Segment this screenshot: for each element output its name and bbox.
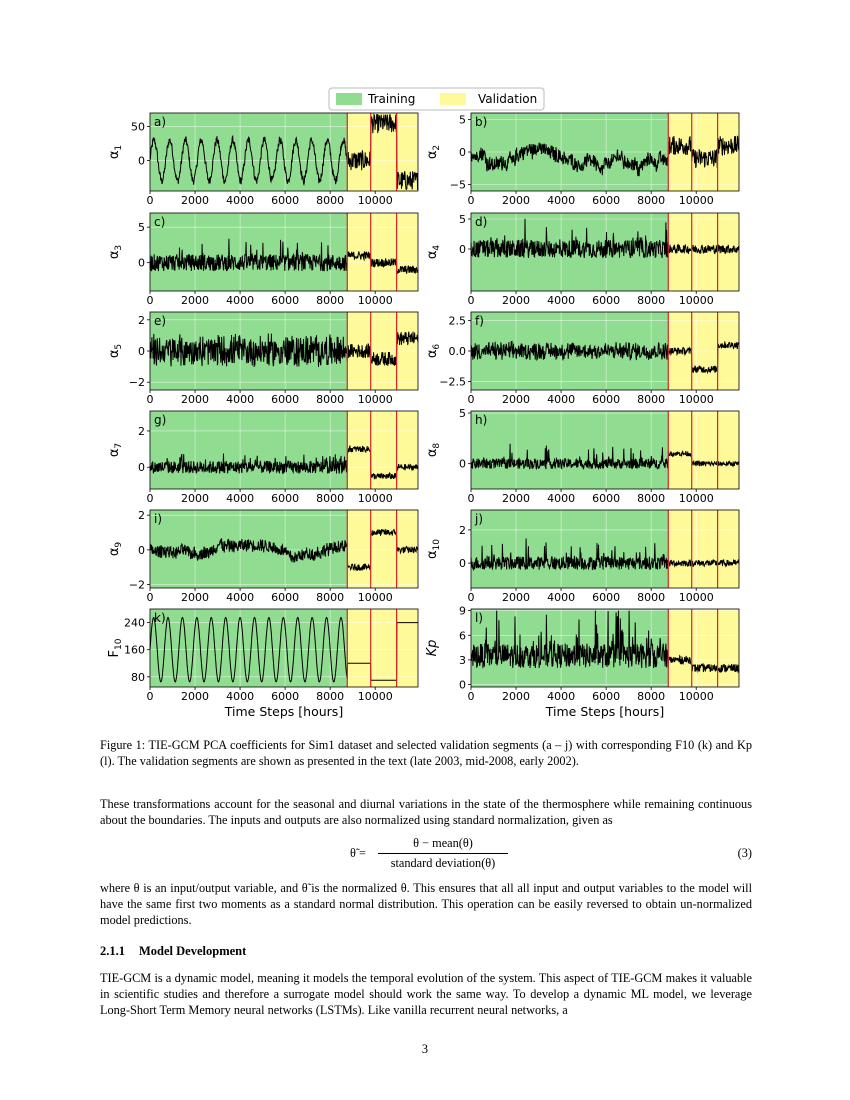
y-tick-label: 6 bbox=[459, 629, 466, 643]
y-tick-label: 0 bbox=[459, 457, 466, 471]
x-tick-label: 6000 bbox=[271, 690, 300, 703]
panel-letter: d) bbox=[475, 215, 488, 229]
paragraph-moments bbox=[100, 880, 752, 928]
x-tick-label: 2000 bbox=[181, 492, 210, 505]
x-tick-label: 8000 bbox=[637, 690, 666, 703]
subplot-d bbox=[425, 213, 739, 307]
x-tick-label: 0 bbox=[467, 492, 475, 505]
y-tick-label: 5 bbox=[459, 407, 466, 421]
y-tick-label: 2 bbox=[138, 424, 145, 438]
x-tick-label: 6000 bbox=[271, 492, 300, 505]
x-tick-label: 6000 bbox=[592, 690, 621, 703]
x-axis-label: Time Steps [hours] bbox=[545, 704, 665, 719]
panel-letter: f) bbox=[475, 314, 484, 328]
panel-letter: a) bbox=[154, 115, 167, 129]
equation-number: (3) bbox=[737, 846, 752, 860]
x-tick-label: 8000 bbox=[637, 194, 666, 207]
x-tick-label: 8000 bbox=[637, 294, 666, 307]
x-tick-label: 8000 bbox=[637, 492, 666, 505]
subplot-f bbox=[425, 312, 739, 406]
y-tick-label: 0 bbox=[459, 678, 466, 692]
x-tick-label: 10000 bbox=[678, 393, 714, 406]
paragraph-model-development bbox=[100, 970, 752, 1018]
x-tick-label: 0 bbox=[146, 492, 154, 505]
x-tick-label: 6000 bbox=[592, 591, 621, 604]
y-axis-label: $\alpha_6$ bbox=[425, 343, 442, 359]
x-tick-label: 4000 bbox=[547, 194, 576, 207]
x-tick-label: 6000 bbox=[592, 492, 621, 505]
y-tick-label: 0 bbox=[138, 345, 145, 358]
y-tick-label: 5 bbox=[138, 221, 145, 235]
x-tick-label: 10000 bbox=[357, 690, 393, 703]
panel-letter: k) bbox=[154, 611, 166, 625]
legend-label-training: Training bbox=[368, 92, 416, 106]
y-axis-label: $\alpha_2$ bbox=[425, 144, 442, 160]
x-tick-label: 8000 bbox=[316, 690, 345, 703]
x-tick-label: 2000 bbox=[181, 690, 210, 703]
subplot-h bbox=[425, 407, 739, 505]
y-tick-label: −2 bbox=[128, 376, 145, 390]
y-tick-label: 2 bbox=[138, 313, 145, 327]
x-tick-label: 4000 bbox=[226, 393, 255, 406]
y-tick-label: 2 bbox=[459, 523, 466, 537]
y-tick-label: 50 bbox=[131, 120, 145, 134]
x-axis-label: Time Steps [hours] bbox=[224, 704, 344, 719]
x-tick-label: 2000 bbox=[502, 690, 531, 703]
paragraph-normalization bbox=[100, 796, 752, 828]
x-tick-label: 4000 bbox=[226, 690, 255, 703]
y-tick-label: 3 bbox=[459, 653, 466, 667]
validation-region bbox=[668, 510, 739, 588]
x-tick-label: 10000 bbox=[357, 492, 393, 505]
x-tick-label: 0 bbox=[467, 591, 475, 604]
x-tick-label: 0 bbox=[467, 690, 475, 703]
y-axis-label: $\alpha_8$ bbox=[425, 442, 442, 458]
x-tick-label: 4000 bbox=[226, 591, 255, 604]
y-tick-label: −2 bbox=[128, 578, 145, 592]
x-tick-label: 6000 bbox=[271, 294, 300, 307]
paragraph-text: These transformations account for the seasonal and diurnal variations in the state of the thermosphere while remaining continuous about the boundaries. The inputs and outputs are also normalized using standard normalization, given as bbox=[100, 797, 752, 827]
equation-numerator: θ − mean(θ) bbox=[378, 836, 508, 854]
x-tick-label: 4000 bbox=[226, 194, 255, 207]
x-tick-label: 0 bbox=[467, 194, 475, 207]
equation-lhs: θ̃ = bbox=[350, 846, 366, 860]
subplot-a bbox=[107, 113, 418, 207]
x-tick-label: 0 bbox=[146, 393, 154, 406]
legend-swatch-training bbox=[336, 93, 362, 105]
x-tick-label: 10000 bbox=[357, 393, 393, 406]
panel-letter: b) bbox=[475, 115, 488, 129]
panel-letter: l) bbox=[475, 611, 484, 625]
x-tick-label: 2000 bbox=[502, 591, 531, 604]
x-tick-label: 0 bbox=[146, 690, 154, 703]
subplot-i bbox=[107, 509, 418, 604]
subplot-c bbox=[107, 213, 418, 307]
equation-3 bbox=[100, 836, 752, 872]
y-tick-label: 0 bbox=[459, 243, 466, 256]
validation-region bbox=[668, 411, 739, 489]
x-tick-label: 2000 bbox=[502, 194, 531, 207]
x-tick-label: 4000 bbox=[547, 591, 576, 604]
y-axis-label: $F_{10}$ bbox=[107, 638, 124, 658]
y-tick-label: −5 bbox=[449, 178, 466, 192]
x-tick-label: 10000 bbox=[357, 194, 393, 207]
y-tick-label: 0.0 bbox=[448, 345, 466, 358]
x-tick-label: 0 bbox=[467, 393, 475, 406]
x-tick-label: 6000 bbox=[592, 294, 621, 307]
x-tick-label: 2000 bbox=[181, 294, 210, 307]
section-title: Model Development bbox=[139, 944, 247, 958]
x-tick-label: 10000 bbox=[678, 294, 714, 307]
x-tick-label: 4000 bbox=[226, 294, 255, 307]
y-axis-label: $\alpha_4$ bbox=[425, 244, 442, 260]
y-tick-label: 2 bbox=[138, 509, 145, 523]
x-tick-label: 0 bbox=[467, 294, 475, 307]
figure-caption bbox=[100, 737, 752, 769]
panel-letter: g) bbox=[154, 413, 167, 427]
x-tick-label: 10000 bbox=[357, 294, 393, 307]
x-tick-label: 8000 bbox=[316, 194, 345, 207]
y-tick-label: 0 bbox=[459, 146, 466, 159]
page-number: 3 bbox=[421, 1042, 429, 1056]
section-heading bbox=[100, 944, 246, 959]
x-tick-label: 2000 bbox=[502, 492, 531, 505]
subplot-j bbox=[425, 510, 739, 604]
subplot-k bbox=[107, 609, 418, 719]
x-tick-label: 6000 bbox=[271, 591, 300, 604]
y-tick-label: 240 bbox=[124, 616, 145, 630]
x-tick-label: 10000 bbox=[678, 690, 714, 703]
x-tick-label: 8000 bbox=[316, 492, 345, 505]
training-region bbox=[471, 411, 668, 489]
y-tick-label: 5 bbox=[459, 213, 466, 226]
x-tick-label: 2000 bbox=[502, 393, 531, 406]
x-tick-label: 10000 bbox=[678, 194, 714, 207]
y-tick-label: 80 bbox=[131, 670, 145, 684]
subplot-b bbox=[425, 113, 739, 207]
x-tick-label: 4000 bbox=[547, 393, 576, 406]
subplot-grid bbox=[107, 113, 739, 719]
x-tick-label: 6000 bbox=[271, 194, 300, 207]
y-axis-label: $\alpha_9$ bbox=[107, 541, 124, 557]
validation-region bbox=[347, 609, 418, 687]
training-region bbox=[471, 510, 668, 588]
x-tick-label: 2000 bbox=[181, 591, 210, 604]
y-axis-label: $\alpha_5$ bbox=[107, 343, 124, 359]
x-tick-label: 8000 bbox=[316, 591, 345, 604]
x-tick-label: 2000 bbox=[502, 294, 531, 307]
training-region bbox=[150, 411, 347, 489]
y-tick-label: 2.5 bbox=[448, 314, 466, 328]
validation-region bbox=[668, 609, 739, 687]
panel-letter: h) bbox=[475, 413, 488, 427]
x-tick-label: 8000 bbox=[316, 393, 345, 406]
x-tick-label: 4000 bbox=[547, 690, 576, 703]
y-tick-label: 0 bbox=[138, 461, 145, 475]
legend bbox=[329, 88, 544, 110]
equation-fraction bbox=[378, 836, 508, 871]
x-tick-label: 8000 bbox=[637, 393, 666, 406]
y-tick-label: 9 bbox=[459, 604, 466, 618]
x-tick-label: 6000 bbox=[592, 393, 621, 406]
panel-letter: e) bbox=[154, 314, 167, 328]
y-tick-label: 160 bbox=[124, 643, 145, 657]
x-tick-label: 0 bbox=[146, 294, 154, 307]
x-tick-label: 4000 bbox=[547, 492, 576, 505]
x-tick-label: 8000 bbox=[637, 591, 666, 604]
panel-letter: i) bbox=[154, 512, 163, 526]
y-tick-label: 0 bbox=[459, 557, 466, 571]
x-tick-label: 10000 bbox=[678, 492, 714, 505]
y-axis-label: $\alpha_7$ bbox=[107, 442, 124, 458]
x-tick-label: 10000 bbox=[678, 591, 714, 604]
y-tick-label: −2.5 bbox=[439, 375, 466, 389]
y-axis-label: $\alpha_1$ bbox=[107, 144, 124, 160]
x-tick-label: 10000 bbox=[357, 591, 393, 604]
y-tick-label: 5 bbox=[459, 113, 466, 127]
x-tick-label: 4000 bbox=[547, 294, 576, 307]
x-tick-label: 2000 bbox=[181, 194, 210, 207]
y-tick-label: 0 bbox=[138, 256, 145, 270]
caption-text: Figure 1: TIE-GCM PCA coefficients for Sim1 dataset and selected validation segments (a – j) with corresponding F10 (k) and Kp (l). The validation segments are shown as presented in the text (late 2003, mid-2008, early 2002). bbox=[100, 738, 752, 768]
x-tick-label: 6000 bbox=[271, 393, 300, 406]
x-tick-label: 0 bbox=[146, 591, 154, 604]
x-tick-label: 4000 bbox=[226, 492, 255, 505]
panel-letter: j) bbox=[475, 512, 484, 526]
training-region bbox=[150, 113, 347, 191]
equation-denominator: standard deviation(θ) bbox=[390, 856, 496, 870]
y-axis-label: Kp bbox=[425, 639, 440, 657]
y-axis-label: $\alpha_{10}$ bbox=[425, 538, 442, 560]
validation-region bbox=[347, 213, 418, 291]
y-tick-label: 0 bbox=[138, 543, 145, 557]
x-tick-label: 2000 bbox=[181, 393, 210, 406]
y-tick-label: 0 bbox=[138, 154, 145, 168]
legend-label-validation: Validation bbox=[478, 92, 538, 106]
subplot-g bbox=[107, 411, 418, 505]
x-tick-label: 6000 bbox=[592, 194, 621, 207]
subplot-l bbox=[425, 605, 739, 719]
paragraph-text: where θ is an input/output variable, and θ̃ is the normalized θ. This ensures that all all input and output variables to the model will have the same first two moments as a standard normal distribution. This operation can be easily reversed to obtain un-normalized model predictions. bbox=[100, 881, 752, 927]
y-axis-label: $\alpha_3$ bbox=[107, 244, 124, 260]
section-number: 2.1.1 bbox=[100, 944, 125, 958]
x-tick-label: 8000 bbox=[316, 294, 345, 307]
paragraph-text: TIE-GCM is a dynamic model, meaning it models the temporal evolution of the system. This aspect of TIE-GCM makes it valuable in scientific studies and therefore a surrogate model should work the same way. To develop a dynamic ML model, we leverage Long-Short Term Memory neural networks (LSTMs). Like vanilla recurrent neural networks, a bbox=[100, 971, 752, 1017]
panel-letter: c) bbox=[154, 215, 166, 229]
x-tick-label: 0 bbox=[146, 194, 154, 207]
legend-swatch-validation bbox=[440, 93, 466, 105]
subplot-e bbox=[107, 312, 418, 406]
